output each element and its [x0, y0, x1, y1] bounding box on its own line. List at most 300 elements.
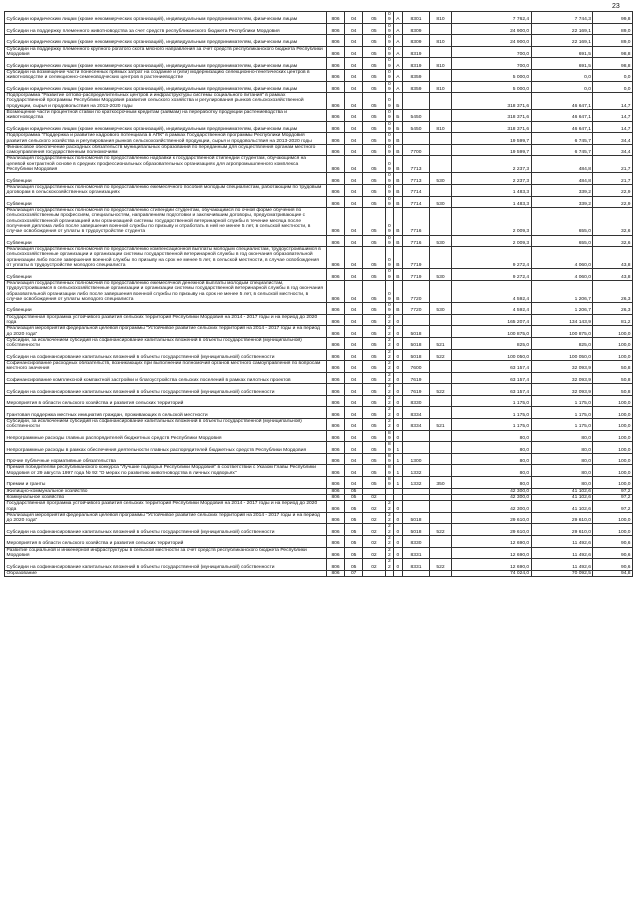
- program-code: 09: [385, 235, 394, 247]
- subsection-code: 05: [363, 121, 385, 133]
- expense-type-code: 522: [430, 384, 451, 396]
- planned-amount: 63 157,4: [451, 384, 531, 396]
- target-article-code: [402, 501, 430, 513]
- planned-amount: 80,0: [451, 453, 531, 465]
- planned-amount: 19 599,7: [451, 133, 531, 145]
- subsection-code: 02: [363, 494, 385, 500]
- target-article-code: 8319: [402, 58, 430, 70]
- ministry-code: 806: [326, 384, 344, 396]
- ministry-code: 806: [326, 314, 344, 326]
- ministry-code: 806: [326, 81, 344, 93]
- expense-type-code: 530: [430, 196, 451, 208]
- planned-amount: 9 272,4: [451, 247, 531, 269]
- table-row: [5, 208, 633, 235]
- table-row: [5, 570, 633, 576]
- table-row: [5, 501, 633, 513]
- execution-percent: 100,0: [593, 512, 633, 524]
- item-name: Субсидии на поддержку племенного крупного рогатого скота мясного направления за счет средств республиканского бюджета Республики Мордовия: [5, 46, 327, 58]
- ministry-code: 806: [326, 453, 344, 465]
- executed-amount: 0,0: [531, 69, 593, 81]
- subprogram-code: 1: [394, 477, 403, 489]
- expense-type-code: [430, 326, 451, 338]
- target-article-code: 5018: [402, 326, 430, 338]
- program-code: 09: [385, 173, 394, 185]
- section-code: 05: [345, 536, 363, 548]
- table-row: [5, 23, 633, 35]
- target-article-code: 7619: [402, 384, 430, 396]
- subsection-code: 05: [363, 453, 385, 465]
- program-code: 09: [385, 303, 394, 315]
- subsection-code: 05: [363, 235, 385, 247]
- executed-amount: 691,5: [531, 58, 593, 70]
- executed-amount: 7 744,3: [531, 12, 593, 24]
- table-row: [5, 465, 633, 477]
- section-code: 04: [345, 453, 363, 465]
- execution-percent: 32,6: [593, 235, 633, 247]
- target-article-code: [402, 570, 430, 576]
- item-name: Субсидии на возмещение части понесенных прямых затрат на создание и (или) модернизацию селекционно-генетических центров в животноводстве и селекционно-семеноводческих центров в растениеводстве: [5, 69, 327, 81]
- ministry-code: 806: [326, 12, 344, 24]
- section-code: 04: [345, 349, 363, 361]
- subsection-code: 05: [363, 280, 385, 302]
- planned-amount: 12 690,0: [451, 536, 531, 548]
- expense-type-code: [430, 372, 451, 384]
- program-code: [385, 570, 394, 576]
- executed-amount: 4 060,0: [531, 269, 593, 281]
- program-code: 89: [385, 430, 394, 442]
- execution-percent: 22,9: [593, 184, 633, 196]
- expense-type-code: 530: [430, 235, 451, 247]
- execution-percent: 50,8: [593, 384, 633, 396]
- item-name: Реализация государственных полномочий по предоставлению стипендии студентам, обучающимся по очной форме обучения по сельскохозяйственным профессиям, специальностям, направлениям подготовки и заключившим договоры, предусматривающие с сельскохозяйственной организацией или организацией системы государственной ветеринарной службы в течение месяца после получения диплома либо после завершения военной службы по призыву и отработать в ней не менее 5 лет, в сельской местности, в случае освобождения от уплаты в трудоустройстве студента: [5, 208, 327, 235]
- executed-amount: 80,0: [531, 465, 593, 477]
- item-name: Субсидии юридическим лицам (кроме некоммерческих организаций), индивидуальным предпринимателям, физическим лицам: [5, 12, 327, 24]
- program-code: 22: [385, 524, 394, 536]
- expense-type-code: 350: [430, 477, 451, 489]
- section-code: 04: [345, 110, 363, 122]
- subprogram-code: А: [394, 58, 403, 70]
- subsection-code: 05: [363, 46, 385, 58]
- expense-type-code: 522: [430, 559, 451, 571]
- planned-amount: 825,0: [451, 337, 531, 349]
- program-code: 09: [385, 269, 394, 281]
- subsection-code: 05: [363, 326, 385, 338]
- target-article-code: 5450: [402, 121, 430, 133]
- table-row: [5, 384, 633, 396]
- planned-amount: 1 483,3: [451, 196, 531, 208]
- expense-type-code: [430, 547, 451, 559]
- subprogram-code: 0: [394, 407, 403, 419]
- item-name: Реализация мероприятий федеральной целевой программы "Устойчивое развитие сельских территорий на 2014 - 2017 годы и на период до 2020 года": [5, 512, 327, 524]
- executed-amount: 11 492,6: [531, 559, 593, 571]
- executed-amount: 46 647,1: [531, 110, 593, 122]
- subprogram-code: Б: [394, 93, 403, 110]
- ministry-code: 806: [326, 326, 344, 338]
- section-code: 04: [345, 314, 363, 326]
- program-code: 09: [385, 23, 394, 35]
- section-code: 05: [345, 512, 363, 524]
- item-name: Субсидии юридическим лицам (кроме некоммерческих организаций), индивидуальным предпринимателям, физическим лицам: [5, 121, 327, 133]
- executed-amount: 41 102,6: [531, 488, 593, 494]
- item-name: Субсидии, за исключением субсидий на софинансирование капитальных вложений в объекты государственной (муниципальной) собственности: [5, 419, 327, 431]
- ministry-code: 806: [326, 372, 344, 384]
- subsection-code: 02: [363, 512, 385, 524]
- section-code: 04: [345, 337, 363, 349]
- section-code: 05: [345, 494, 363, 500]
- ministry-code: 806: [326, 488, 344, 494]
- target-article-code: 7719: [402, 247, 430, 269]
- section-code: 04: [345, 361, 363, 373]
- executed-amount: 655,0: [531, 235, 593, 247]
- subsection-code: 05: [363, 314, 385, 326]
- ministry-code: 806: [326, 361, 344, 373]
- executed-amount: 41 102,6: [531, 501, 593, 513]
- execution-percent: 21,7: [593, 156, 633, 173]
- section-code: 04: [345, 184, 363, 196]
- table-row: [5, 247, 633, 269]
- execution-percent: 100,0: [593, 407, 633, 419]
- expense-type-code: [430, 184, 451, 196]
- item-name: Возмещение части процентной ставки по краткосрочным кредитам (займам) на переработку продукции растениеводства и животноводства: [5, 110, 327, 122]
- subprogram-code: В: [394, 280, 403, 302]
- executed-amount: 1 175,0: [531, 395, 593, 407]
- program-code: 09: [385, 184, 394, 196]
- subprogram-code: В: [394, 208, 403, 235]
- expense-type-code: [430, 314, 451, 326]
- expense-type-code: [430, 247, 451, 269]
- expense-type-code: [430, 453, 451, 465]
- item-name: Коммунальное хозяйство: [5, 494, 327, 500]
- target-article-code: 8319: [402, 46, 430, 58]
- program-code: 22: [385, 547, 394, 559]
- target-article-code: 8330: [402, 536, 430, 548]
- subprogram-code: А: [394, 12, 403, 24]
- section-code: 04: [345, 196, 363, 208]
- subprogram-code: В: [394, 184, 403, 196]
- expense-type-code: [430, 93, 451, 110]
- target-article-code: 7716: [402, 208, 430, 235]
- subsection-code: 05: [363, 395, 385, 407]
- expense-type-code: [430, 442, 451, 454]
- ministry-code: 806: [326, 570, 344, 576]
- target-article-code: 7714: [402, 184, 430, 196]
- target-article-code: 7713: [402, 173, 430, 185]
- executed-amount: 100 050,0: [531, 349, 593, 361]
- program-code: 09: [385, 12, 394, 24]
- table-row: [5, 196, 633, 208]
- ministry-code: 806: [326, 430, 344, 442]
- executed-amount: 484,8: [531, 156, 593, 173]
- executed-amount: 80,0: [531, 442, 593, 454]
- item-name: Реализация государственных полномочий по предоставлению надбавки к государственной стипендии студентам, обучающимся на целевой контрактной основе в средних профессиональных образовательных организациях для агропромышленного комплекса Республики Мордовия: [5, 156, 327, 173]
- planned-amount: 63 157,4: [451, 361, 531, 373]
- execution-percent: 100,0: [593, 337, 633, 349]
- subprogram-code: А: [394, 81, 403, 93]
- section-code: 04: [345, 384, 363, 396]
- execution-percent: 90,6: [593, 536, 633, 548]
- execution-percent: 43,8: [593, 269, 633, 281]
- subsection-code: 05: [363, 58, 385, 70]
- ministry-code: 806: [326, 184, 344, 196]
- program-code: 89: [385, 442, 394, 454]
- target-article-code: 7600: [402, 361, 430, 373]
- planned-amount: 9 272,4: [451, 269, 531, 281]
- table-row: [5, 349, 633, 361]
- execution-percent: 99,8: [593, 12, 633, 24]
- planned-amount: 80,0: [451, 477, 531, 489]
- executed-amount: 70 092,5: [531, 570, 593, 576]
- table-row: [5, 430, 633, 442]
- table-row: [5, 121, 633, 133]
- ministry-code: 806: [326, 477, 344, 489]
- planned-amount: 1 175,0: [451, 407, 531, 419]
- target-article-code: 8334: [402, 419, 430, 431]
- execution-percent: 100,0: [593, 419, 633, 431]
- expense-type-code: [430, 570, 451, 576]
- planned-amount: 5 000,0: [451, 69, 531, 81]
- planned-amount: 80,0: [451, 442, 531, 454]
- program-code: 89: [385, 477, 394, 489]
- program-code: 09: [385, 46, 394, 58]
- subprogram-code: 0: [394, 419, 403, 431]
- target-article-code: 7700: [402, 144, 430, 156]
- planned-amount: 4 592,4: [451, 303, 531, 315]
- item-name: Развитие социальной и инженерной инфраструктуры в сельской местности за счет средств республиканского бюджета Республики Мордовия: [5, 547, 327, 559]
- section-code: 04: [345, 173, 363, 185]
- table-row: [5, 235, 633, 247]
- item-name: Субсидии, за исключением субсидий на софинансирование капитальных вложений в объекты государственной (муниципальной) собственности: [5, 337, 327, 349]
- subsection-code: 02: [363, 501, 385, 513]
- program-code: 22: [385, 361, 394, 373]
- ministry-code: 806: [326, 208, 344, 235]
- expense-type-code: 810: [430, 121, 451, 133]
- section-code: 05: [345, 559, 363, 571]
- program-code: 09: [385, 144, 394, 156]
- expense-type-code: [430, 46, 451, 58]
- expense-type-code: [430, 395, 451, 407]
- table-row: [5, 133, 633, 145]
- subsection-code: 05: [363, 349, 385, 361]
- subsection-code: 05: [363, 208, 385, 235]
- item-name: Государственная программа устойчивого развития сельских территорий Республики Мордовия на 2014 - 2017 годы и на период до 2020 года: [5, 501, 327, 513]
- planned-amount: 318 371,6: [451, 93, 531, 110]
- subprogram-code: В: [394, 156, 403, 173]
- subsection-code: 05: [363, 12, 385, 24]
- item-name: Субсидии юридическим лицам (кроме некоммерческих организаций), индивидуальным предпринимателям, физическим лицам: [5, 35, 327, 47]
- executed-amount: 691,5: [531, 46, 593, 58]
- subprogram-code: В: [394, 173, 403, 185]
- table-row: [5, 12, 633, 24]
- table-row: [5, 269, 633, 281]
- target-article-code: 5018: [402, 337, 430, 349]
- section-code: 04: [345, 69, 363, 81]
- ministry-code: 806: [326, 407, 344, 419]
- item-name: Субвенции: [5, 173, 327, 185]
- item-name: Субсидии на софинансирование капитальных вложений в объекты государственной (муниципальной) собственности: [5, 524, 327, 536]
- subsection-code: 05: [363, 156, 385, 173]
- table-row: [5, 93, 633, 110]
- target-article-code: [402, 430, 430, 442]
- execution-percent: 81,2: [593, 314, 633, 326]
- section-code: 04: [345, 93, 363, 110]
- expense-type-code: [430, 501, 451, 513]
- planned-amount: 165 207,4: [451, 314, 531, 326]
- program-code: 09: [385, 156, 394, 173]
- execution-percent: 89,0: [593, 35, 633, 47]
- subsection-code: 02: [363, 559, 385, 571]
- ministry-code: 806: [326, 419, 344, 431]
- expense-type-code: [430, 208, 451, 235]
- expense-type-code: [430, 512, 451, 524]
- target-article-code: 5018: [402, 524, 430, 536]
- execution-percent: 14,7: [593, 121, 633, 133]
- executed-amount: 11 492,6: [531, 536, 593, 548]
- subprogram-code: 0: [394, 326, 403, 338]
- target-article-code: [402, 442, 430, 454]
- ministry-code: 806: [326, 156, 344, 173]
- subprogram-code: 0: [394, 512, 403, 524]
- table-row: [5, 303, 633, 315]
- target-article-code: 8309: [402, 35, 430, 47]
- section-code: 04: [345, 235, 363, 247]
- execution-percent: 97,2: [593, 501, 633, 513]
- item-name: Премии и гранты: [5, 477, 327, 489]
- ministry-code: 806: [326, 196, 344, 208]
- table-row: [5, 81, 633, 93]
- program-code: 22: [385, 419, 394, 431]
- target-article-code: 7720: [402, 303, 430, 315]
- ministry-code: 806: [326, 69, 344, 81]
- item-name: Субсидии на софинансирование капитальных вложений в объекты государственной (муниципальной) собственности: [5, 559, 327, 571]
- expense-type-code: [430, 110, 451, 122]
- item-name: Финансовое обеспечение расходных обязательств муниципальных образований по переданным для осуществления органам местного самоуправления государственным полномочиям: [5, 144, 327, 156]
- subprogram-code: 0: [394, 430, 403, 442]
- target-article-code: 8331: [402, 559, 430, 571]
- executed-amount: 0,0: [531, 81, 593, 93]
- planned-amount: 700,0: [451, 46, 531, 58]
- expense-type-code: 810: [430, 58, 451, 70]
- expense-type-code: 530: [430, 173, 451, 185]
- target-article-code: 8359: [402, 69, 430, 81]
- section-code: 04: [345, 303, 363, 315]
- item-name: Образование: [5, 570, 327, 576]
- ministry-code: 806: [326, 512, 344, 524]
- executed-amount: 339,2: [531, 184, 593, 196]
- subsection-code: 02: [363, 536, 385, 548]
- target-article-code: 8309: [402, 23, 430, 35]
- ministry-code: 806: [326, 442, 344, 454]
- execution-percent: 50,8: [593, 372, 633, 384]
- item-name: Субсидии на софинансирование капитальных вложений в объекты государственной (муниципальной) собственности: [5, 349, 327, 361]
- section-code: 04: [345, 442, 363, 454]
- item-name: Премия победителям республиканского конкурса "Лучшие подворья Республики Мордовия" в соответствии с Указом Главы Республики Мордовия от 29 августа 1997 года № 92 "О мерах по развитию животноводства в личных подворьях": [5, 465, 327, 477]
- target-article-code: 1332: [402, 465, 430, 477]
- target-article-code: 1332: [402, 477, 430, 489]
- section-code: 07: [345, 570, 363, 576]
- section-code: 04: [345, 477, 363, 489]
- program-code: 22: [385, 384, 394, 396]
- table-row: [5, 156, 633, 173]
- subsection-code: 05: [363, 337, 385, 349]
- target-article-code: 5450: [402, 110, 430, 122]
- item-name: Подпрограмма "Поддержка и развитие кадрового потенциала в АПК" в рамках Государственной программы Республики Мордовия развития сельского хозяйства и регулирования рынков сельскохозяйственной продукции, сырья и продовольствия на 2013-2020 годы: [5, 133, 327, 145]
- executed-amount: 29 610,0: [531, 524, 593, 536]
- subsection-code: 05: [363, 93, 385, 110]
- expense-type-code: [430, 144, 451, 156]
- subsection-code: 05: [363, 419, 385, 431]
- ministry-code: 806: [326, 494, 344, 500]
- planned-amount: 12 690,0: [451, 559, 531, 571]
- subprogram-code: 0: [394, 501, 403, 513]
- target-article-code: 5018: [402, 349, 430, 361]
- subsection-code: [363, 570, 385, 576]
- subsection-code: 05: [363, 133, 385, 145]
- execution-percent: 14,7: [593, 110, 633, 122]
- section-code: 04: [345, 269, 363, 281]
- target-article-code: 8331: [402, 547, 430, 559]
- execution-percent: 89,0: [593, 23, 633, 35]
- item-name: Субвенции: [5, 196, 327, 208]
- expense-type-code: 522: [430, 349, 451, 361]
- subprogram-code: В: [394, 196, 403, 208]
- section-code: 04: [345, 133, 363, 145]
- program-code: 22: [385, 501, 394, 513]
- planned-amount: 29 610,0: [451, 524, 531, 536]
- section-code: 04: [345, 35, 363, 47]
- execution-percent: 90,6: [593, 559, 633, 571]
- program-code: 22: [385, 314, 394, 326]
- planned-amount: 4 592,4: [451, 280, 531, 302]
- subsection-code: 05: [363, 196, 385, 208]
- subsection-code: 05: [363, 303, 385, 315]
- executed-amount: 46 647,1: [531, 121, 593, 133]
- ministry-code: 806: [326, 395, 344, 407]
- program-code: 09: [385, 133, 394, 145]
- target-article-code: [402, 93, 430, 110]
- execution-percent: 98,8: [593, 58, 633, 70]
- table-row: [5, 524, 633, 536]
- expense-type-code: [430, 156, 451, 173]
- subprogram-code: А: [394, 23, 403, 35]
- target-article-code: 7714: [402, 196, 430, 208]
- execution-percent: 32,6: [593, 208, 633, 235]
- ministry-code: 806: [326, 280, 344, 302]
- subprogram-code: 0: [394, 395, 403, 407]
- section-code: 04: [345, 156, 363, 173]
- item-name: Государственная программа устойчивого развития сельских территорий Республики Мордовия на 2014 - 2017 годы и на период до 2020 года: [5, 314, 327, 326]
- executed-amount: 46 647,1: [531, 93, 593, 110]
- ministry-code: 806: [326, 110, 344, 122]
- expense-type-code: 810: [430, 81, 451, 93]
- executed-amount: 4 060,0: [531, 247, 593, 269]
- ministry-code: 806: [326, 337, 344, 349]
- subsection-code: 05: [363, 407, 385, 419]
- table-row: [5, 314, 633, 326]
- execution-percent: 100,0: [593, 442, 633, 454]
- page-number: 23: [612, 3, 620, 10]
- expense-type-code: 810: [430, 12, 451, 24]
- execution-percent: 43,8: [593, 247, 633, 269]
- subsection-code: 05: [363, 442, 385, 454]
- planned-amount: 2 237,3: [451, 173, 531, 185]
- item-name: Реализация государственных полномочий по предоставлению компенсационной выплаты молодым специалистам, трудоустроившимся в сельскохозяйственные организации и организации системы государственной ветеринарной службы в год окончания образовательной организации либо после завершения военной службы по призыву на срок не менее 5 лет, в сельской местности, в случае освобождения от уплаты в трудоустройстве молодого специалиста: [5, 247, 327, 269]
- subprogram-code: А: [394, 69, 403, 81]
- execution-percent: 100,0: [593, 326, 633, 338]
- program-code: 09: [385, 58, 394, 70]
- item-name: Субсидии на софинансирование капитальных вложений в объекты государственной (муниципальной) собственности: [5, 384, 327, 396]
- subprogram-code: 0: [394, 372, 403, 384]
- ministry-code: 806: [326, 559, 344, 571]
